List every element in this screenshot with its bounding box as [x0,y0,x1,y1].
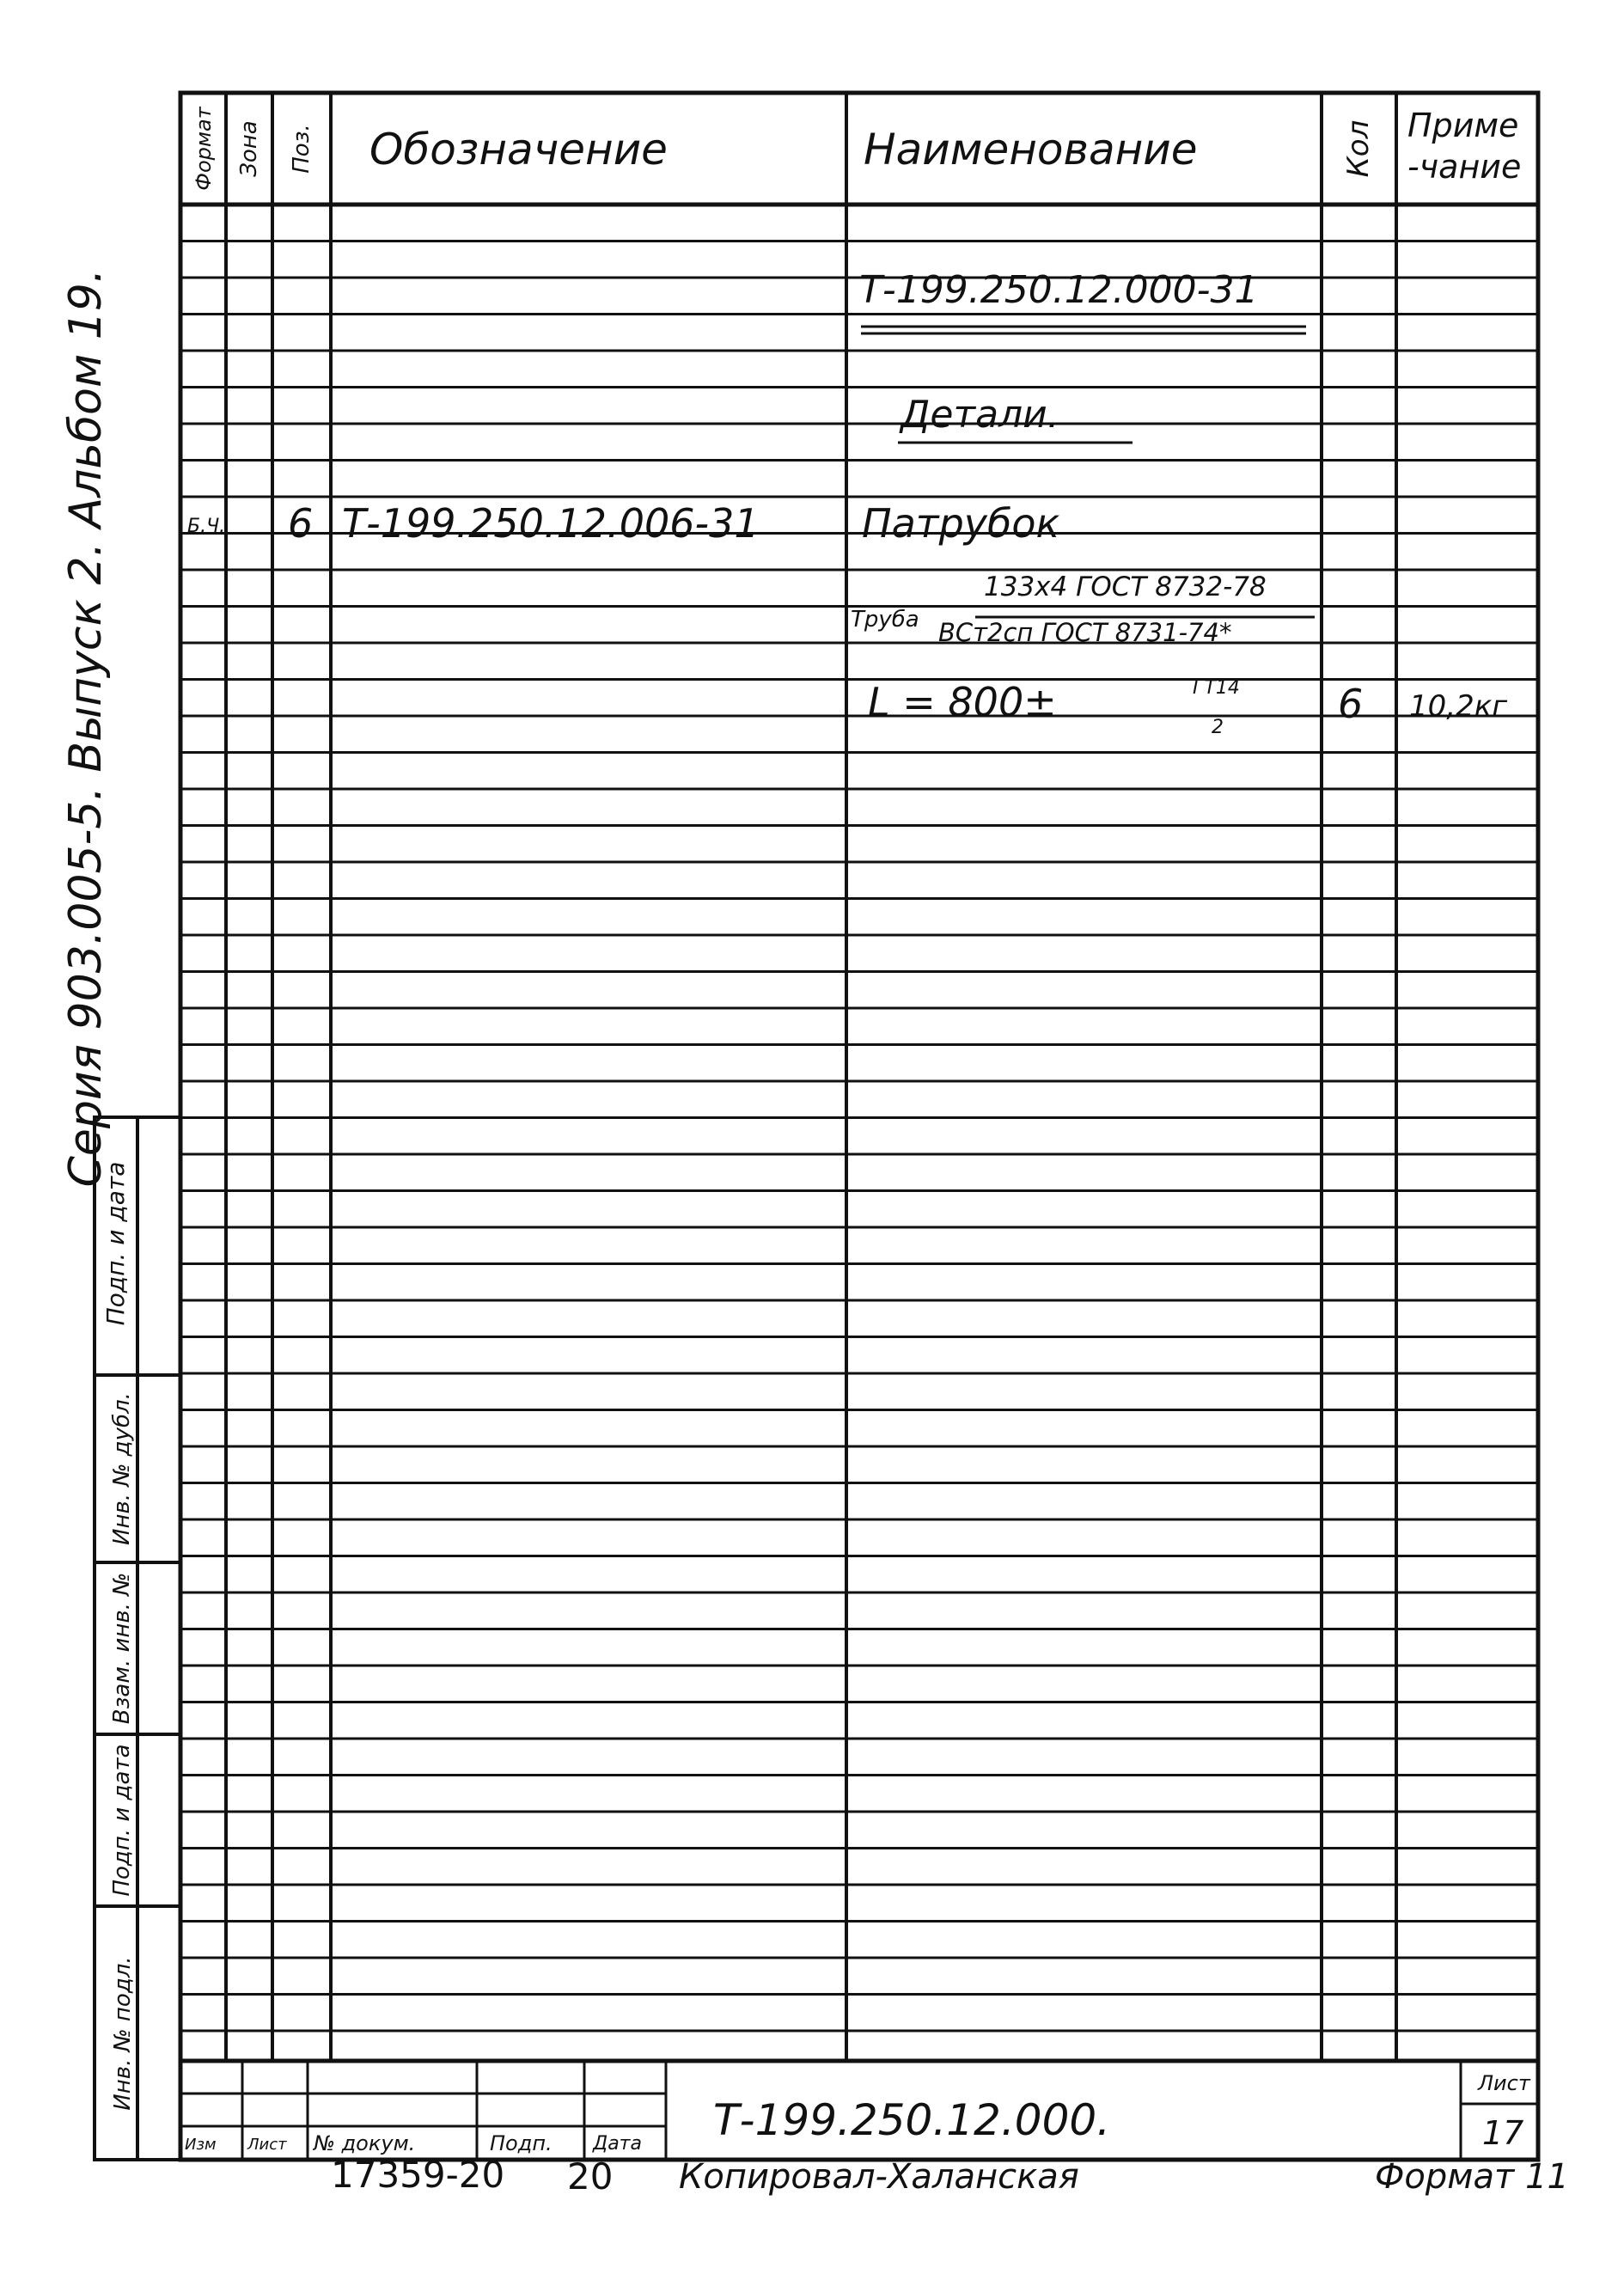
stamp-vzam-inv: Взам. инв. № [109,1572,135,1725]
tb-label-sign: Подп. [490,2131,553,2155]
header-note: Приме-чание [1407,107,1522,186]
footer-format: Формат 11 [1375,2157,1569,2197]
length-formula: L = 800± [868,679,1057,725]
header-name: Наименование [864,125,1198,174]
section-title: Детали. [901,393,1059,437]
item-name: Патрубок [862,500,1060,547]
stamp-inv-dubl: Инв. № дубл. [109,1392,135,1545]
header-designation: Обозначение [369,125,668,174]
tb-label-izm: Изм [185,2136,217,2154]
header-format: Формат [192,107,216,191]
item-format: Б.Ч. [187,516,226,537]
header-zone: Зона [236,120,262,177]
stamp-sign-date-2: Подп. и дата [109,1744,135,1897]
series-side-title: Серия 903.005-5. Выпуск 2. Альбом 19. [60,268,112,1188]
item-note: 10,2кг [1409,689,1508,724]
header-qty: Кол [1341,119,1376,178]
pipe-top: 133x4 ГОСТ 8732-78 [984,572,1267,602]
title-sheet-label: Лист [1478,2071,1530,2095]
length-numerator: I T14 [1193,677,1240,699]
item-pos: 6 [288,500,314,547]
footer-copied-by: Копировал-Халанская [679,2157,1079,2197]
footer-number: 17359-20 [331,2154,505,2196]
pipe-prefix: Труба [851,607,919,633]
title-doc-number: Т-199.250.12.000. [713,2095,1111,2145]
length-denominator: 2 [1212,717,1224,738]
stamp-sign-date-1: Подп. и дата [101,1161,130,1326]
tb-label-date: Дата [593,2133,642,2155]
tb-label-doc: № докум. [314,2131,416,2155]
header-pos: Поз. [289,124,314,174]
item-qty: 6 [1338,681,1364,727]
stamp-inv-podl: Инв. № подл. [110,1956,136,2111]
title-sheet-number: 17 [1482,2114,1524,2152]
pipe-bottom: ВСт2сп ГОСТ 8731-74* [938,618,1232,647]
tb-label-list: Лист [247,2136,287,2154]
assembly-designation: Т-199.250.12.000-31 [859,268,1259,312]
item-designation: Т-199.250.12.006-31 [342,500,760,547]
footer-num2: 20 [567,2155,614,2198]
